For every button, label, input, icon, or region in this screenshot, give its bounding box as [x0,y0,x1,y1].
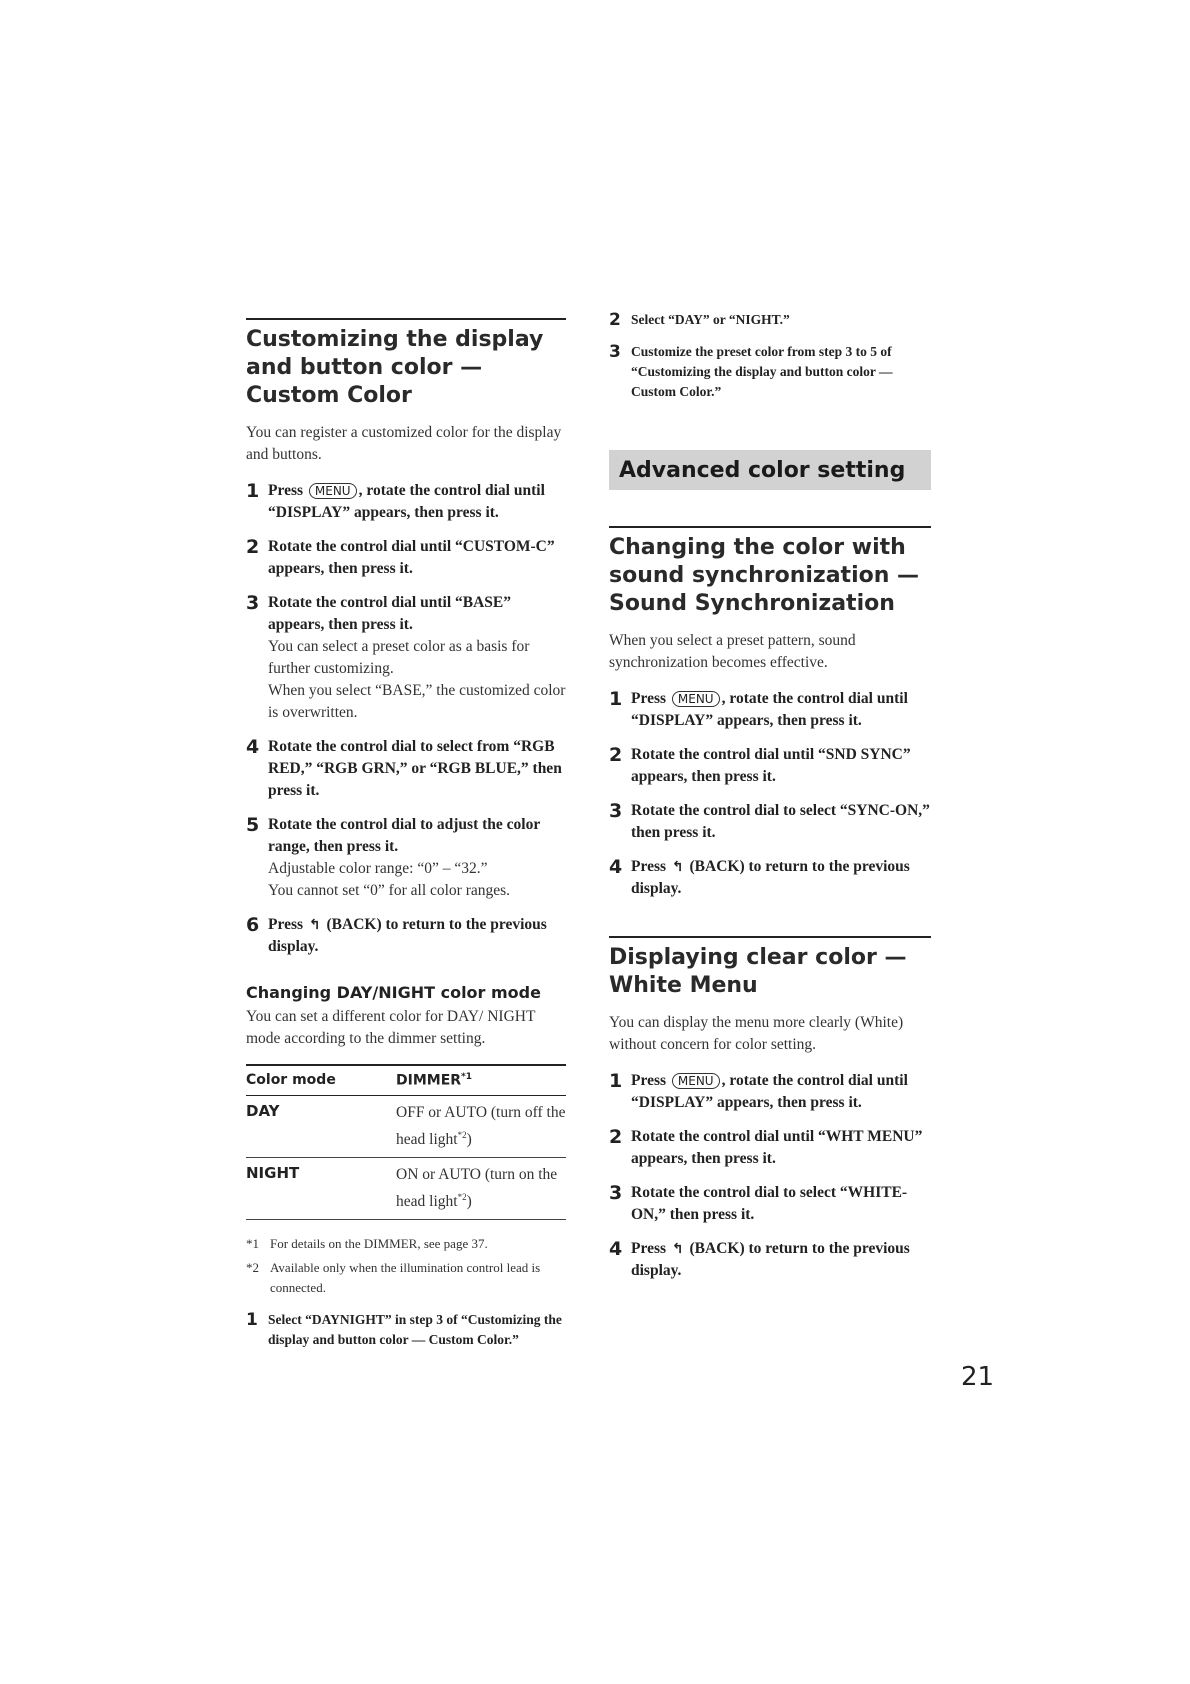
section-rule [246,318,566,320]
white-step-4: 4 Press ↰ (BACK) to return to the previous display. [609,1238,910,1279]
step-note: You cannot set “0” for all color ranges. [268,882,511,899]
daynight-step-2: 2 Select “DAY” or “NIGHT.” [609,310,790,330]
menu-button-icon: MENU [309,483,357,499]
right-column [609,310,931,1294]
daynight-intro: You can set a different color for DAY/ NIGHT mode according to the dimmer setting. [246,1008,536,1047]
custom-color-title: Customizing the display and button color — Custom Color [246,327,544,408]
table-row: NIGHT ON or AUTO (turn on the head light$^{*2}$) [246,1157,566,1219]
step-4: 4 Rotate the control dial to select from “RGB RED,” “RGB GRN,” or “RGB BLUE,” then press it. [246,736,562,799]
section-rule [609,526,931,528]
daynight-step-3: 3 Customize the preset color from step 3 to 5 of “Customizing the display and button color — Custom Color.” [609,342,893,399]
table-row: DAY OFF or AUTO (turn off the head light$^{*2}$) [246,1095,566,1157]
step-5: 5 Rotate the control dial to adjust the color range, then press it. Adjustable color range: “0” – “32.” You cannot set “0” for all color ranges. [246,814,566,902]
step-note: When you select “BASE,” the customized color is overwritten. [268,682,566,721]
white-step-3: 3 Rotate the control dial to select “WHITE-ON,” then press it. [609,1182,908,1223]
step-1: 1 Press MENU , rotate the control dial until “DISPLAY” appears, then press it. [246,480,545,521]
step-note: You can select a preset color as a basis for further customizing. [268,638,530,677]
menu-button-icon: MENU [672,1073,720,1089]
custom-color-intro: You can register a customized color for the display and buttons. [246,424,562,463]
back-arrow-icon: ↰ [308,917,321,933]
footnote: *1 For details on the DIMMER, see page 37. [246,1235,488,1251]
sound-step-1: 1 Press MENU , rotate the control dial until “DISPLAY” appears, then press it. [609,688,908,729]
sound-step-3: 3 Rotate the control dial to select “SYNC-ON,” then press it. [609,800,930,841]
table-col-dimmer: DIMMER$^{*1}$ [396,1065,566,1095]
page-number: 21 [961,1362,995,1392]
sound-step-4: 4 Press ↰ (BACK) to return to the previous display. [609,856,910,897]
back-arrow-icon: ↰ [671,859,684,875]
daynight-title: Changing DAY/NIGHT color mode [246,983,541,1002]
white-step-1: 1 Press MENU , rotate the control dial until “DISPLAY” appears, then press it. [609,1070,908,1111]
advanced-color-banner: Advanced color setting [609,450,931,490]
section-rule [609,936,931,938]
sound-step-2: 2 Rotate the control dial until “SND SYNC” appears, then press it. [609,744,911,785]
table-col-color-mode: Color mode [246,1065,396,1095]
white-menu-intro: You can display the menu more clearly (White) without concern for color setting. [609,1014,904,1053]
sound-sync-intro: When you select a preset pattern, sound synchronization becomes effective. [609,632,856,671]
menu-button-icon: MENU [672,691,720,707]
step-2: 2 Rotate the control dial until “CUSTOM-C” appears, then press it. [246,536,555,577]
footnote: *2 Available only when the illumination control lead is connected. [246,1259,541,1295]
step-note: Adjustable color range: “0” – “32.” [268,860,488,877]
left-column [246,318,566,1362]
white-step-2: 2 Rotate the control dial until “WHT MENU” appears, then press it. [609,1126,923,1167]
back-arrow-icon: ↰ [671,1241,684,1257]
white-menu-title: Displaying clear color — White Menu [609,945,907,998]
color-mode-table [246,1064,566,1220]
table-header [246,1065,566,1095]
daynight-step-1: 1 Select “DAYNIGHT” in step 3 of “Customizing the display and button color — Custom Color.” [246,1309,562,1347]
step-6: 6 Press ↰ (BACK) to return to the previous display. [246,914,547,955]
step-3: 3 Rotate the control dial until “BASE” appears, then press it. You can select a preset color as a basis for further customizing. When you select “BASE,” the customized color is overwritten. [246,592,566,724]
sound-sync-title: Changing the color with sound synchronization — Sound Synchronization [609,535,920,616]
